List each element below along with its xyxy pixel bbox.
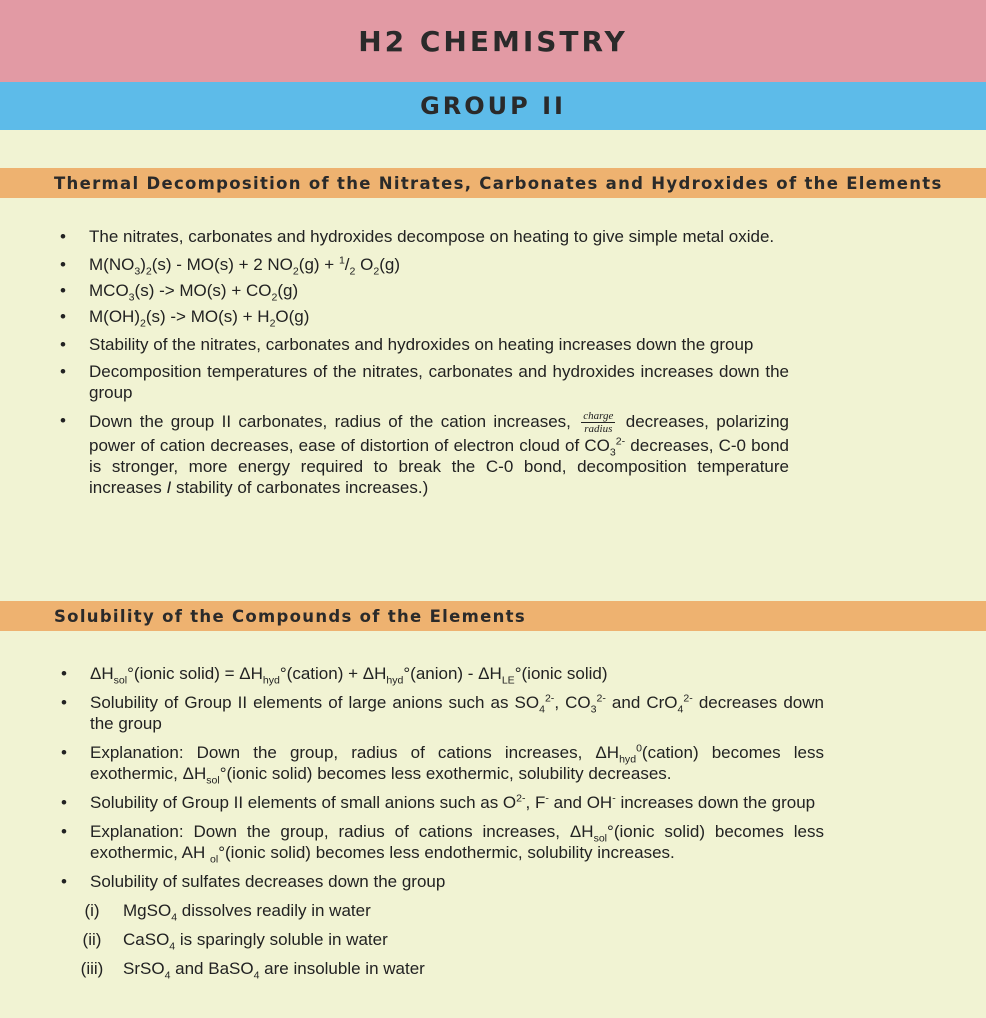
section-heading-solubility: Solubility of the Compounds of the Elements [54, 606, 526, 626]
list-item: • Decomposition temperatures of the nitrates, carbonates and hydroxides increases down the group [60, 361, 789, 403]
thermal-bullet-list [60, 226, 789, 498]
sub-item-label: (ii) [82, 930, 102, 949]
list-item: • The nitrates, carbonates and hydroxides decompose on heating to give simple metal oxide. [60, 226, 789, 247]
list-item: • Solubility of sulfates decreases down the group (i) MgSO$_4$ dissolves readily in water (ii) CaSO$_4$ is sparingly soluble in water (iii) SrSO$_4$ and BaSO$_4$ are insoluble in water [61, 871, 824, 987]
list-item: • $M(OH)_2(s) -> MO(s) + H_2O(g)$ [60, 306, 789, 327]
section-heading-thermal: Thermal Decomposition of the Nitrates, Carbonates and Hydroxides of the Elements [54, 173, 943, 193]
list-item: • $MCO_3(s) -> MO(s) + CO_2(g)$ [60, 280, 789, 301]
charge-radius-fraction: $\frac{\text{charge}}{\text{radius}}$ [583, 410, 614, 435]
list-item: • $M(NO_3)_2(s) - MO(s) + 2$ $NO_2(g) + ^1/_2$ $O_2(g)$ [60, 254, 789, 275]
title-banner [0, 0, 986, 82]
list-item: • Stability of the nitrates, carbonates and hydroxides on heating increases down the group [60, 334, 789, 355]
subtitle-banner [0, 82, 986, 130]
sub-item-label: (iii) [80, 959, 104, 978]
sub-list-item: (iii) SrSO$_4$ and BaSO$_4$ are insoluble in water [61, 958, 824, 987]
page-subtitle: GROUP II [420, 92, 566, 120]
page-title: H2 CHEMISTRY [358, 24, 628, 58]
sub-item-label: (i) [84, 901, 100, 920]
sulfate-sublist [61, 900, 824, 987]
list-item: • Explanation: Down the group, radius of cations increases, $\Delta H_{sol}^\circ(ionic$ solid) becomes less exothermic, AH $_{ol}$°(ionic solid) becomes less endothermic, solubility increases. [61, 821, 824, 863]
solubility-bullet-list [61, 663, 824, 987]
list-item: • Explanation: Down the group, radius of cations increases, $\Delta H_{hyd}^0(cation)$ becomes less exothermic, $\Delta H_{sol}^\circ(ionic$ solid) becomes less exothermic, solubility decreases. [61, 742, 824, 784]
list-item: • Down the group II carbonates, radius of the cation increases, $\frac{\text{charge}}{\text{radius}}$ decreases, polarizing power of cation decreases, ease of distortion of electron cloud of $CO_3^{2-}$ decreases, C-0 bond is stronger, more energy required to break the C-0 bond, decomposition temperature increases I stability of carbonates increases.) [60, 410, 789, 498]
list-item: • Solubility of Group II elements of small anions such as $O^{2-}$, F- and OH- increases down the group [61, 792, 824, 813]
sub-list-item: (ii) CaSO$_4$ is sparingly soluble in water [61, 929, 824, 958]
section-header-solubility [0, 601, 986, 631]
list-item: • $\Delta H_{sol}^\circ(ionic$ solid) = $\Delta H_{hyd}^\circ(cation)$ + $\Delta H_{hyd}^\circ(anion)$ - $\Delta H_{LE}^\circ(ionic$ solid) [61, 663, 824, 684]
list-item: • Solubility of Group II elements of large anions such as $SO_4^{2-}$, $CO_3^{2-}$ and CrO$_4^{2-}$ decreases down the group [61, 692, 824, 734]
sub-list-item: (i) MgSO$_4$ dissolves readily in water [61, 900, 824, 929]
section-header-thermal [0, 168, 986, 198]
